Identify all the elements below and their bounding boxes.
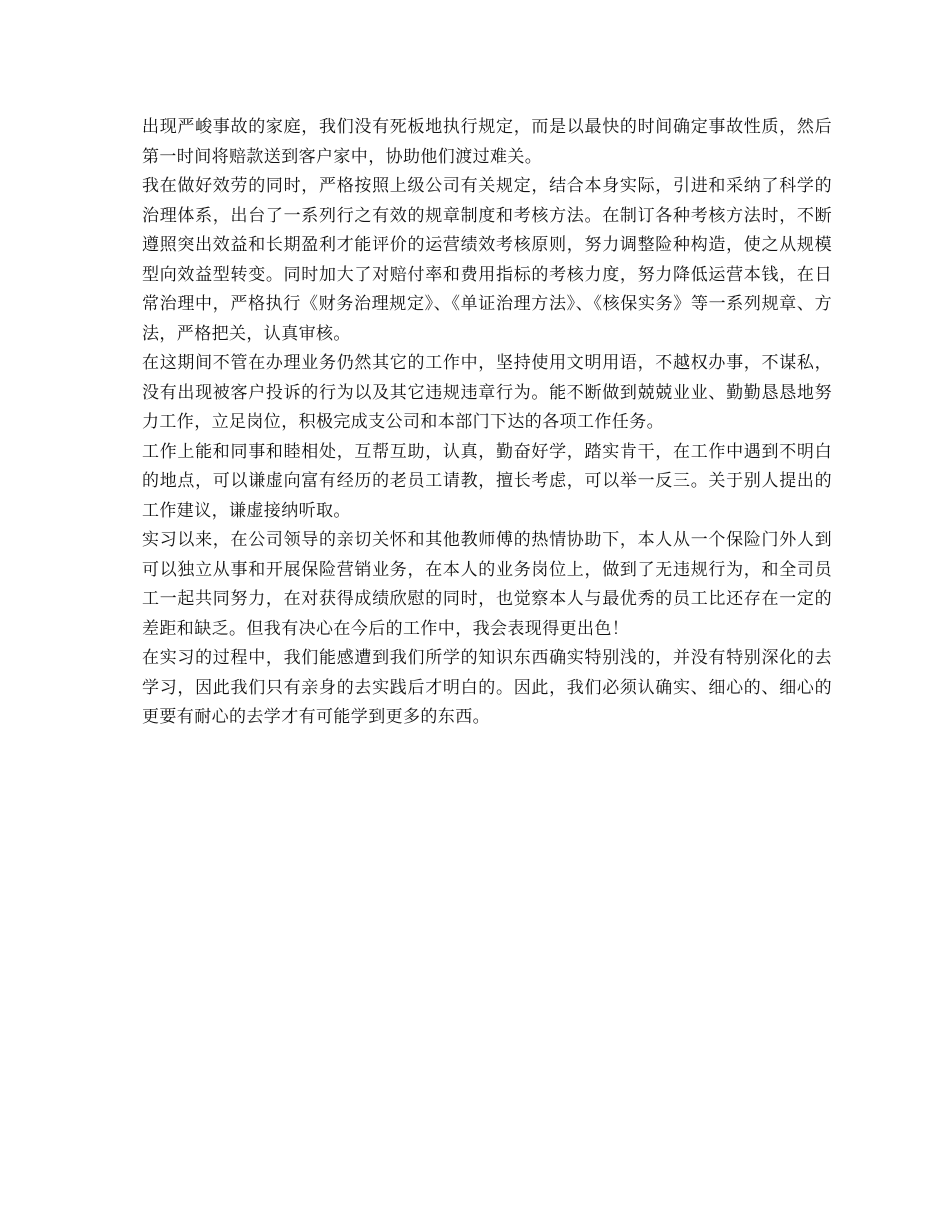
paragraph-5: 实习以来，在公司领导的亲切关怀和其他教师傅的热情协助下，本人从一个保险门外人到可以独立从事和开展保险营销业务，在本人的业务岗位上，做到了无违规行为，和全司员工一起共同努力，在对获得成绩欣慰的同时，也觉察本人与最优秀的员工比还存在一定的差距和缺乏。但我有决心在今后的工作中，我会表现得更出色！	[142, 530, 832, 639]
paragraph-4: 工作上能和同事和睦相处，互帮互助，认真，勤奋好学，踏实肯干，在工作中遇到不明白的地点，可以谦虚向富有经历的老员工请教，擅长考虑，可以举一反三。关于别人提出的工作建议，谦虚接纳听取。	[142, 441, 832, 521]
paragraph-6: 在实习的过程中，我们能感遭到我们所学的知识东西确实特别浅的，并没有特别深化的去学习，因此我们只有亲身的去实践后才明白的。因此，我们必须认确实、细心的、细心的更要有耐心的去学才有可能学到更多的东西。	[142, 648, 832, 727]
document-body	[142, 113, 832, 733]
paragraph-3: 在这期间不管在办理业务仍然其它的工作中，坚持使用文明用语，不越权办事，不谋私，没有出现被客户投诉的行为以及其它违规违章行为。能不断做到兢兢业业、勤勤恳恳地努力工作，立足岗位，积极完成支公司和本部门下达的各项工作任务。	[142, 353, 832, 432]
paragraph-2: 我在做好效劳的同时，严格按照上级公司有关规定，结合本身实际，引进和采纳了科学的治理体系，出台了一系列行之有效的规章制度和考核方法。在制订各种考核方法时，不断遵照突出效益和长期盈利才能评价的运营绩效考核原则，努力调整险种构造，使之从规模型向效益型转变。同时加大了对赔付率和费用指标的考核力度，努力降低运营本钱，在日常治理中，严格执行《财务治理规定》、《单证治理方法》、《核保实务》等一系列规章、方法，严格把关，认真审核。	[142, 176, 832, 344]
paragraph-1: 出现严峻事故的家庭，我们没有死板地执行规定，而是以最快的时间确定事故性质，然后第一时间将赔款送到客户家中，协助他们渡过难关。	[142, 117, 832, 167]
